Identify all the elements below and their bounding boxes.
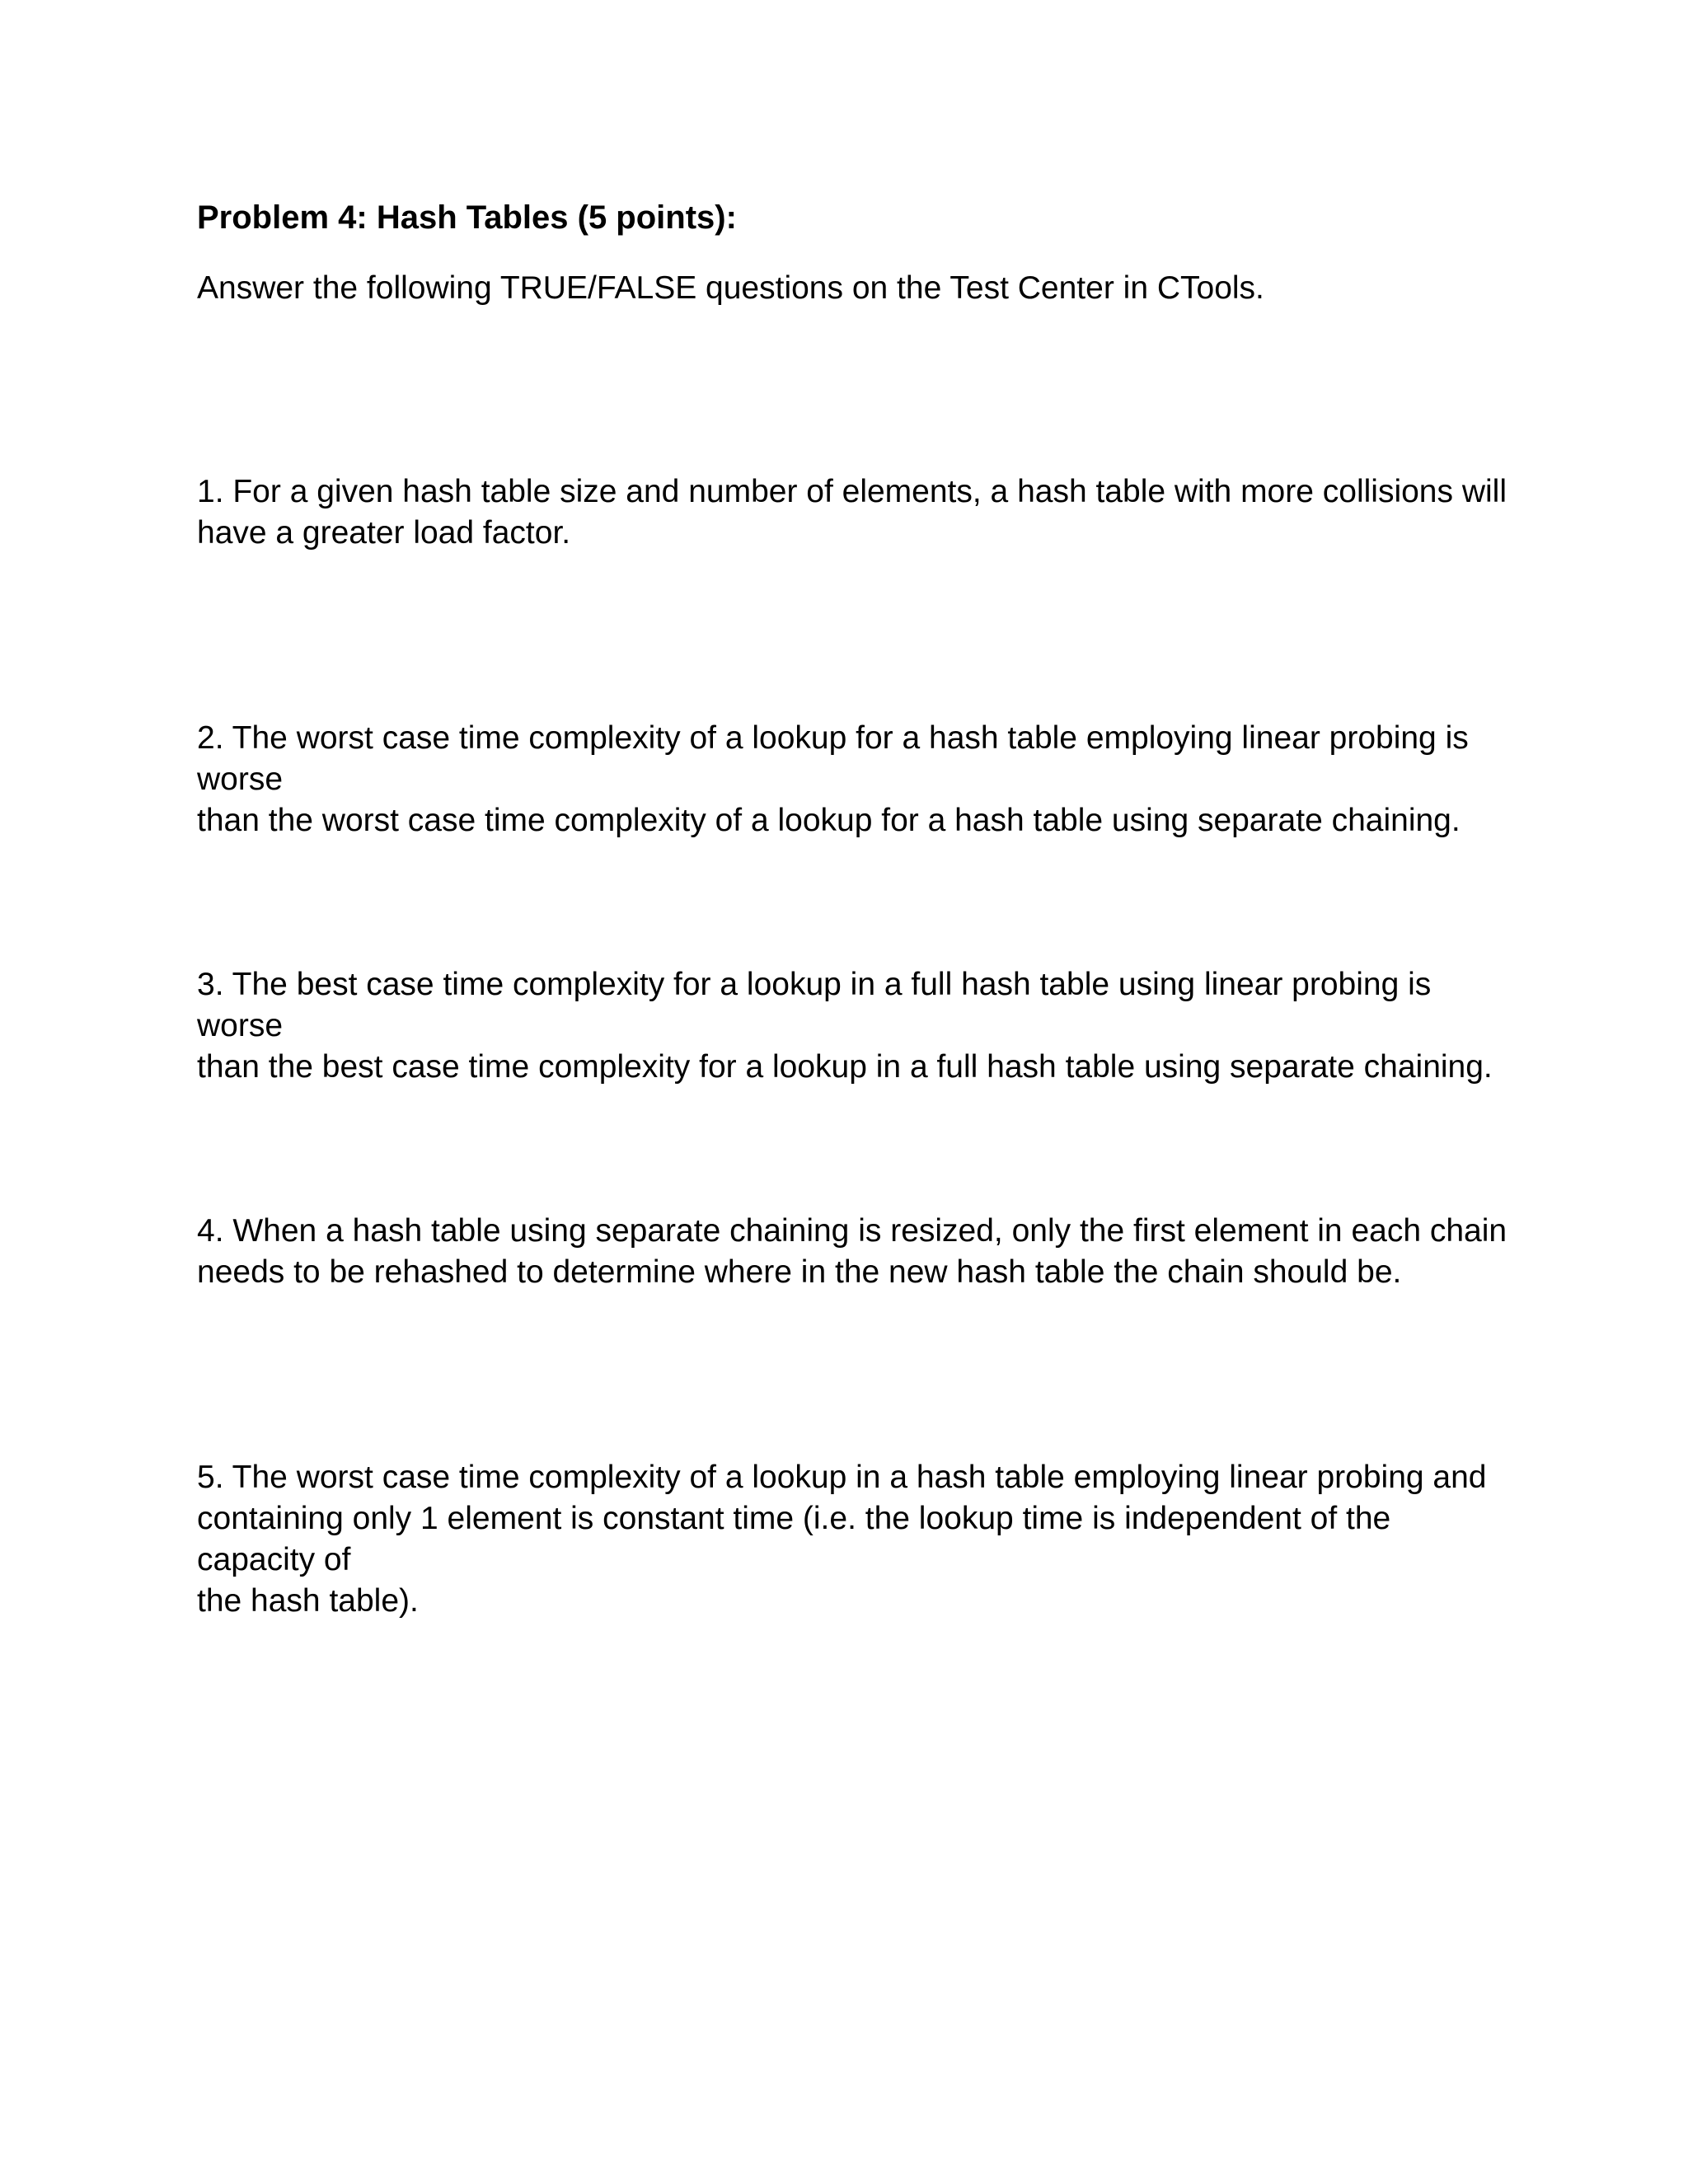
question-3 xyxy=(197,964,1516,1088)
question-4-line-1: 4. When a hash table using separate chaining is resized, only the first element in each chain xyxy=(197,1213,1507,1249)
question-1 xyxy=(197,471,1516,554)
question-4 xyxy=(197,1211,1516,1293)
question-1-line-1: 1. For a given hash table size and number of elements, a hash table with more collisions will xyxy=(197,474,1507,509)
question-2-line-2: than the worst case time complexity of a lookup for a hash table using separate chaining. xyxy=(197,803,1461,838)
question-5-line-1: 5. The worst case time complexity of a lookup in a hash table employing linear probing and xyxy=(197,1460,1487,1495)
problem-title: Problem 4: Hash Tables (5 points): xyxy=(197,199,737,236)
question-5 xyxy=(197,1457,1516,1622)
question-5-line-3: the hash table). xyxy=(197,1583,419,1619)
question-4-line-2: needs to be rehashed to determine where in the new hash table the chain should be. xyxy=(197,1254,1402,1290)
instructions-text: Answer the following TRUE/FALSE questions on the Test Center in CTools. xyxy=(197,270,1264,306)
question-5-line-2: containing only 1 element is constant time (i.e. the lookup time is independent of the capacity of xyxy=(197,1501,1391,1577)
question-2-line-1: 2. The worst case time complexity of a lookup for a hash table employing linear probing is worse xyxy=(197,720,1469,797)
question-3-line-1: 3. The best case time complexity for a lookup in a full hash table using linear probing is worse xyxy=(197,967,1432,1043)
question-2 xyxy=(197,718,1516,841)
question-1-line-2: have a greater load factor. xyxy=(197,515,571,551)
question-3-line-2: than the best case time complexity for a lookup in a full hash table using separate chaining. xyxy=(197,1049,1493,1085)
